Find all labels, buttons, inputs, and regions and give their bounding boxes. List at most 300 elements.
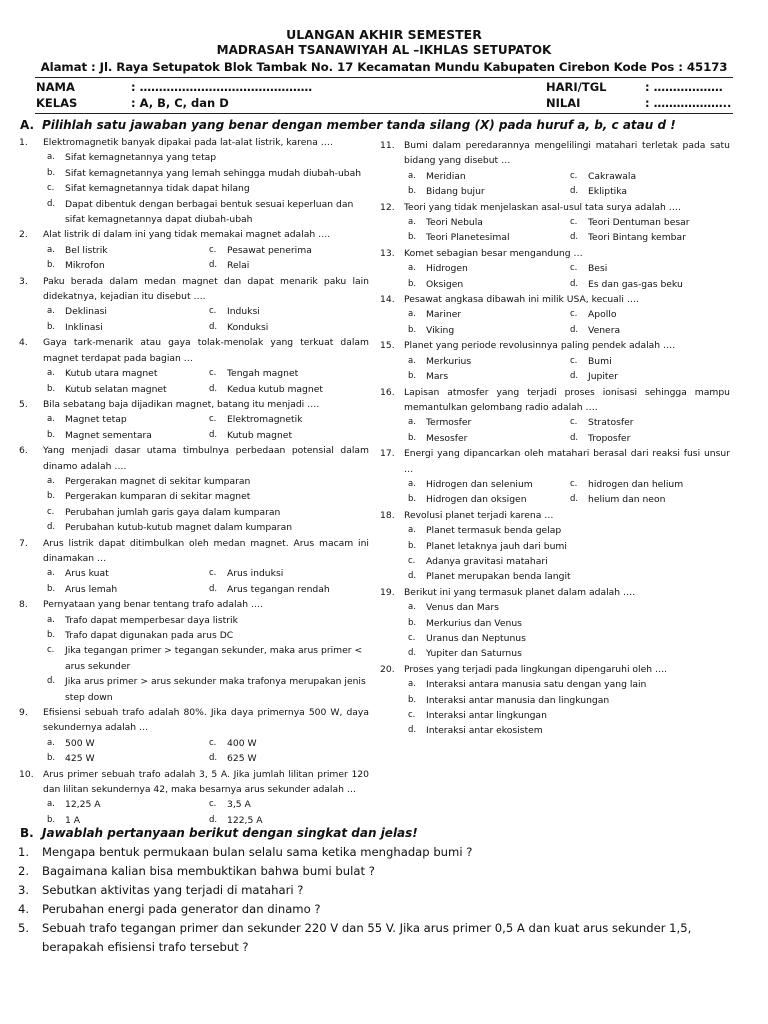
option-text: Viking	[426, 324, 455, 336]
exam-title: ULANGAN AKHIR SEMESTER	[286, 27, 482, 42]
answer-options	[404, 215, 730, 246]
question-item	[380, 446, 730, 508]
answer-options	[43, 150, 369, 227]
essay-number: 1.	[18, 845, 30, 859]
question-number: 15.	[380, 340, 395, 352]
question-number: 11.	[380, 140, 395, 151]
question-stem: Teori yang tidak menjelaskan asal-usul tata surya adalah ….	[404, 201, 681, 213]
question-item	[19, 135, 369, 227]
question-item	[380, 385, 730, 447]
essay-question	[18, 900, 718, 919]
option-text: Trafo dapat digunakan pada arus DC	[65, 630, 234, 641]
question-number: 18.	[380, 509, 395, 521]
option-text: Pergerakan magnet di sekitar kumparan	[65, 475, 251, 487]
question-item	[380, 246, 730, 292]
answer-options	[43, 304, 369, 335]
answer-option	[205, 366, 369, 381]
answer-option	[43, 489, 369, 504]
option-text: Pesawat penerima	[227, 244, 312, 256]
answer-option	[566, 431, 730, 446]
option-text: Interaksi antar manusia dan lingkungan	[426, 694, 610, 706]
option-letter: d.	[408, 648, 417, 659]
answer-option	[404, 693, 730, 708]
answer-option	[566, 261, 730, 276]
nilai-label: NILAI	[546, 96, 581, 110]
question-stem: Bumi dalam peredarannya mengelilingi matahari terletak pada satu bidang yang disebut …	[404, 140, 730, 167]
option-text: 12,25 A	[65, 799, 101, 811]
answer-option	[404, 477, 566, 492]
answer-options	[43, 366, 369, 397]
option-text: 625 W	[227, 753, 257, 765]
answer-option	[205, 382, 369, 397]
essay-number: 5.	[18, 921, 30, 935]
option-letter: c.	[47, 506, 55, 517]
answer-option	[404, 354, 566, 369]
answer-option	[404, 215, 566, 230]
option-letter: d.	[570, 432, 579, 443]
answer-option	[404, 539, 730, 554]
essay-number: 2.	[18, 864, 30, 878]
answer-option	[566, 184, 730, 199]
answer-option	[566, 323, 730, 338]
section-a-instruction: Pilihlah satu jawaban yang benar dengan member tanda silang (X) pada huruf a, b, c atau d !	[42, 118, 676, 132]
option-letter: c.	[209, 414, 217, 425]
option-letter: c.	[408, 710, 416, 721]
option-letter: c.	[570, 478, 578, 489]
answer-option	[404, 261, 566, 276]
option-letter: c.	[570, 170, 578, 181]
option-letter: b.	[408, 694, 417, 705]
answer-options	[404, 354, 730, 385]
option-text: 1 A	[65, 814, 81, 826]
answer-option	[205, 751, 369, 766]
answer-options	[404, 261, 730, 292]
option-letter: d.	[209, 260, 218, 271]
option-letter: a.	[47, 152, 55, 163]
answer-options	[43, 797, 369, 828]
answer-option	[404, 431, 566, 446]
question-number: 14.	[380, 294, 395, 306]
answer-option	[205, 412, 369, 427]
question-number: 9.	[19, 707, 28, 719]
answer-options	[43, 474, 369, 536]
option-letter: d.	[570, 324, 579, 335]
option-letter: a.	[47, 737, 55, 748]
question-item	[19, 397, 369, 443]
question-stem: Bila sebatang baja dijadikan magnet, batang itu menjadi ….	[43, 398, 320, 410]
option-text: Interaksi antar lingkungan	[426, 710, 547, 722]
option-letter: b.	[47, 260, 56, 271]
option-letter: d.	[209, 429, 218, 440]
question-number: 5.	[19, 398, 28, 410]
question-stem: Energi yang dipancarkan oleh matahari berasal dari reaksi fusi unsur …	[404, 448, 730, 475]
option-text: Yupiter dan Saturnus	[426, 648, 522, 660]
option-letter: d.	[408, 725, 417, 736]
option-letter: c.	[209, 799, 217, 810]
question-item	[380, 292, 730, 338]
question-item	[19, 443, 369, 535]
option-text: Teori Bintang kembar	[588, 232, 686, 244]
answer-option	[404, 569, 730, 584]
option-text: Planet merupakan benda langit	[426, 571, 571, 583]
question-stem: Yang menjadi dasar utama timbulnya perbedaan potensial dalam dinamo adalah ….	[43, 445, 369, 472]
option-text: Sifat kemagnetannya yang tetap	[65, 152, 217, 164]
answer-option	[43, 166, 369, 181]
option-text: Kutub selatan magnet	[65, 383, 167, 395]
question-stem: Berikut ini yang termasuk planet dalam adalah ….	[404, 586, 636, 598]
option-text: Sifat kemagnetannya tidak dapat hilang	[65, 183, 250, 195]
option-text: Elektromagnetik	[227, 414, 303, 426]
option-letter: d.	[408, 571, 417, 582]
section-b-letter: B.	[20, 826, 34, 840]
essay-question	[18, 881, 718, 900]
option-letter: a.	[47, 799, 55, 810]
answer-option	[404, 631, 730, 646]
option-letter: a.	[408, 355, 416, 366]
option-text: Stratosfer	[588, 417, 634, 429]
option-letter: a.	[47, 475, 55, 486]
option-text: Bel listrik	[65, 244, 108, 256]
question-stem: Gaya tark-menarik atau gaya tolak-menolak yang terkuat dalam magnet terdapat pada bagian …	[43, 337, 369, 364]
option-letter: a.	[408, 602, 416, 613]
option-letter: c.	[209, 306, 217, 317]
kelas-field: : A, B, C, dan D	[131, 96, 229, 110]
answer-options	[43, 613, 369, 705]
answer-option	[404, 323, 566, 338]
option-text: Interaksi antar ekosistem	[426, 725, 543, 737]
questions-left-column	[19, 135, 369, 828]
option-letter: c.	[570, 263, 578, 274]
option-text: Mikrofon	[65, 260, 105, 272]
option-letter: b.	[408, 186, 417, 197]
option-text: Deklinasi	[65, 306, 107, 318]
essay-text: Perubahan energi pada generator dan dinamo ?	[42, 902, 321, 916]
essay-text: Mengapa bentuk permukaan bulan selalu sama ketika menghadap bumi ?	[42, 845, 473, 859]
answer-options	[43, 243, 369, 274]
option-text: Arus kuat	[65, 568, 109, 580]
essay-question	[18, 843, 718, 862]
option-text: 3,5 A	[227, 799, 251, 811]
option-text: Planet termasuk benda gelap	[426, 525, 562, 537]
question-number: 19.	[380, 586, 395, 598]
option-text: 122,5 A	[227, 814, 263, 826]
option-letter: a.	[408, 170, 416, 181]
option-letter: b.	[408, 324, 417, 335]
option-letter: c.	[570, 355, 578, 366]
school-name: MADRASAH TSANAWIYAH AL –IKHLAS SETUPATOK	[216, 43, 552, 57]
answer-option	[566, 230, 730, 245]
option-text: Planet letaknya jauh dari bumi	[426, 540, 567, 552]
question-item	[380, 138, 730, 200]
answer-option	[404, 492, 566, 507]
option-letter: b.	[408, 540, 417, 551]
answer-option	[566, 215, 730, 230]
option-letter: c.	[47, 183, 55, 194]
option-letter: a.	[408, 478, 416, 489]
question-number: 12.	[380, 201, 395, 213]
question-item	[380, 508, 730, 585]
option-text: Konduksi	[227, 321, 269, 333]
question-stem: Arus primer sebuah trafo adalah 3, 5 A. Jika jumlah lilitan primer 120 dan lilitan sekundernya 42, maka besarnya arus sekunder adalah …	[43, 768, 369, 796]
question-number: 17.	[380, 448, 395, 460]
option-letter: d.	[570, 232, 579, 243]
answer-option	[205, 320, 369, 335]
option-letter: d.	[209, 383, 218, 394]
answer-option	[205, 736, 369, 751]
option-letter: c.	[209, 737, 217, 748]
question-number: 20.	[380, 663, 395, 675]
option-text: Jupiter	[588, 371, 618, 383]
option-text: Teori Dentuman besar	[588, 217, 690, 229]
answer-option	[404, 677, 730, 692]
question-item	[380, 585, 730, 662]
question-item	[19, 274, 369, 336]
answer-option	[43, 150, 369, 165]
essay-question	[18, 862, 718, 881]
question-item	[19, 335, 369, 397]
answer-option	[205, 428, 369, 443]
option-letter: c.	[570, 417, 578, 428]
option-letter: b.	[47, 753, 56, 764]
question-number: 1.	[19, 137, 28, 148]
hari-tgl-label: HARI/TGL	[546, 80, 607, 94]
answer-options	[404, 477, 730, 508]
option-text: Es dan gas-gas beku	[588, 278, 683, 290]
answer-option	[43, 320, 205, 335]
answer-option	[566, 169, 730, 184]
option-letter: d.	[209, 753, 218, 764]
option-text: Kutub magnet	[227, 429, 293, 441]
answer-option	[404, 369, 566, 384]
option-text: 400 W	[227, 737, 257, 749]
option-text: Magnet sementara	[65, 429, 152, 441]
answer-option	[205, 566, 369, 581]
option-letter: a.	[47, 568, 55, 579]
option-text: Bidang bujur	[426, 186, 485, 198]
option-text: Venera	[588, 324, 621, 336]
option-text: Merkurius	[426, 355, 472, 367]
answer-options	[404, 523, 730, 585]
option-letter: b.	[408, 432, 417, 443]
option-text: Adanya gravitasi matahari	[426, 555, 548, 567]
answer-option	[404, 523, 730, 538]
question-item	[380, 662, 730, 739]
option-letter: a.	[408, 217, 416, 228]
answer-option	[43, 304, 205, 319]
answer-option	[404, 708, 730, 723]
question-stem: Pesawat angkasa dibawah ini milik USA, kecuali ….	[404, 294, 639, 306]
section-b-instruction: Jawablah pertanyaan berikut dengan singkat dan jelas!	[42, 826, 418, 840]
option-letter: b.	[47, 814, 56, 825]
question-stem: Komet sebagian besar mengandung …	[404, 247, 583, 259]
option-text: Bumi	[588, 355, 612, 367]
answer-option	[43, 797, 205, 812]
option-letter: d.	[47, 198, 56, 209]
nama-label: NAMA	[36, 80, 75, 94]
answer-option	[43, 520, 369, 535]
answer-option	[43, 366, 205, 381]
option-text: Trafo dapat memperbesar daya listrik	[65, 614, 238, 626]
option-text: Oksigen	[426, 278, 464, 290]
question-stem: Proses yang terjadi pada lingkungan dipengaruhi oleh ….	[404, 663, 668, 675]
option-text: Venus dan Mars	[426, 602, 499, 614]
option-letter: a.	[408, 417, 416, 428]
answer-option	[404, 230, 566, 245]
option-text: Besi	[588, 263, 608, 275]
option-letter: a.	[47, 368, 55, 379]
question-number: 8.	[19, 599, 28, 611]
essay-number: 3.	[18, 883, 30, 897]
nilai-field: : ………………..	[645, 96, 732, 110]
student-info	[0, 0, 768, 115]
option-letter: d.	[570, 278, 579, 289]
option-text: Jika tegangan primer > tegangan sekunder, maka arus primer < arus sekunder	[65, 645, 363, 672]
answer-option	[43, 736, 205, 751]
option-text: Hidrogen dan selenium	[426, 478, 533, 490]
school-address: Alamat : Jl. Raya Setupatok Blok Tambak No. 17 Kecamatan Mundu Kabupaten Cirebon Kode Pos : 45173	[40, 60, 728, 74]
answer-options	[404, 169, 730, 200]
option-text: Tengah magnet	[227, 368, 299, 380]
option-letter: a.	[408, 309, 416, 320]
option-letter: b.	[408, 371, 417, 382]
option-letter: d.	[209, 321, 218, 332]
answer-option	[205, 243, 369, 258]
question-item	[19, 227, 369, 273]
question-number: 4.	[19, 337, 28, 349]
option-letter: a.	[408, 679, 416, 690]
essay-number: 4.	[18, 902, 30, 916]
option-letter: b.	[47, 383, 56, 394]
answer-options	[404, 307, 730, 338]
question-stem: Arus listrik dapat ditimbulkan oleh medan magnet. Arus macam ini dinamakan …	[43, 537, 369, 564]
answer-option	[404, 554, 730, 569]
option-text: Teori Nebula	[426, 217, 483, 229]
option-text: Arus induksi	[227, 568, 284, 580]
option-letter: d.	[570, 186, 579, 197]
answer-option	[205, 304, 369, 319]
option-letter: a.	[408, 525, 416, 536]
option-text: Teori Planetesimal	[426, 232, 510, 244]
question-item	[380, 338, 730, 384]
option-text: Hidrogen dan oksigen	[426, 494, 527, 506]
answer-option	[404, 616, 730, 631]
nama-field: : ………………………………………	[131, 80, 313, 94]
answer-option	[43, 197, 369, 228]
option-text: Troposfer	[588, 432, 631, 444]
question-item	[380, 200, 730, 246]
answer-option	[404, 600, 730, 615]
option-letter: a.	[408, 263, 416, 274]
answer-options	[43, 736, 369, 767]
answer-option	[43, 674, 369, 705]
question-number: 2.	[19, 229, 28, 241]
option-letter: c.	[209, 568, 217, 579]
option-text: Termosfer	[426, 417, 472, 429]
option-letter: d.	[209, 814, 218, 825]
option-letter: b.	[408, 278, 417, 289]
answer-option	[43, 474, 369, 489]
option-letter: c.	[209, 244, 217, 255]
question-item	[19, 767, 369, 829]
option-letter: c.	[209, 368, 217, 379]
option-text: Interaksi antara manusia satu dengan yang lain	[426, 679, 647, 691]
question-stem: Efisiensi sebuah trafo adalah 80%. Jika daya primernya 500 W, daya sekundernya adalah …	[43, 707, 369, 734]
option-text: Uranus dan Neptunus	[426, 633, 526, 644]
question-stem: Planet yang periode revolusinnya paling pendek adalah ….	[404, 340, 676, 352]
section-a-letter: A.	[20, 118, 35, 132]
question-item	[19, 597, 369, 705]
answer-options	[43, 566, 369, 597]
answer-option	[43, 412, 205, 427]
option-text: Arus lemah	[65, 583, 118, 595]
answer-option	[43, 613, 369, 628]
option-letter: c.	[570, 217, 578, 228]
question-stem: Alat listrik di dalam ini yang tidak memakai magnet adalah ….	[43, 229, 331, 241]
question-number: 10.	[19, 768, 34, 780]
answer-option	[404, 277, 566, 292]
option-letter: c.	[408, 555, 416, 566]
info-divider	[35, 113, 733, 114]
essay-text: Sebuah trafo tegangan primer dan sekunder 220 V dan 55 V. Jika arus primer 0,5 A dan kuat arus sekunder 1,5, berapakah efisiensi trafo tersebut ?	[42, 921, 692, 954]
option-text: Dapat dibentuk dengan berbagai bentuk sesuai keperluan dan sifat kemagnetannya dapat diubah-ubah	[65, 198, 354, 226]
question-stem: Elektromagnetik banyak dipakai pada lat-alat listrik, karena ….	[43, 137, 333, 148]
option-letter: d.	[570, 494, 579, 505]
option-text: Kedua kutub magnet	[227, 383, 323, 395]
option-letter: b.	[408, 232, 417, 243]
answer-option	[566, 354, 730, 369]
question-item	[19, 705, 369, 767]
option-text: 500 W	[65, 737, 95, 749]
option-letter: c.	[47, 645, 55, 656]
option-letter: a.	[47, 244, 55, 255]
answer-option	[404, 307, 566, 322]
option-letter: b.	[47, 630, 56, 640]
answer-option	[404, 646, 730, 661]
answer-option	[404, 169, 566, 184]
answer-options	[43, 412, 369, 443]
option-letter: b.	[408, 494, 417, 505]
option-text: Perubahan kutub-kutub magnet dalam kumparan	[65, 522, 293, 534]
answer-option	[566, 307, 730, 322]
answer-option	[43, 628, 369, 643]
option-text: Mars	[426, 371, 449, 383]
hari-tgl-field: : ………………	[645, 80, 723, 94]
kelas-label: KELAS	[36, 96, 78, 110]
option-text: Pergerakan kumparan di sekitar magnet	[65, 491, 251, 503]
option-text: Mesosfer	[426, 432, 468, 444]
option-text: Cakrawala	[588, 170, 637, 182]
option-text: Kutub utara magnet	[65, 368, 158, 380]
question-item	[19, 536, 369, 598]
essay-text: Bagaimana kalian bisa membuktikan bahwa bumi bulat ?	[42, 864, 375, 878]
question-number: 6.	[19, 445, 28, 457]
option-text: Ekliptika	[588, 186, 628, 198]
answer-option	[566, 369, 730, 384]
option-text: Arus tegangan rendah	[227, 583, 330, 595]
answer-option	[566, 492, 730, 507]
option-text: Sifat kemagnetannya yang lemah sehingga mudah diubah-ubah	[65, 167, 362, 179]
option-letter: b.	[47, 583, 56, 594]
answer-option	[43, 382, 205, 397]
option-letter: d.	[570, 371, 579, 382]
option-text: Hidrogen	[426, 263, 468, 275]
option-letter: b.	[47, 167, 56, 178]
essay-questions	[18, 843, 718, 957]
answer-options	[404, 677, 730, 739]
answer-option	[404, 415, 566, 430]
option-letter: c.	[570, 309, 578, 320]
answer-option	[566, 277, 730, 292]
